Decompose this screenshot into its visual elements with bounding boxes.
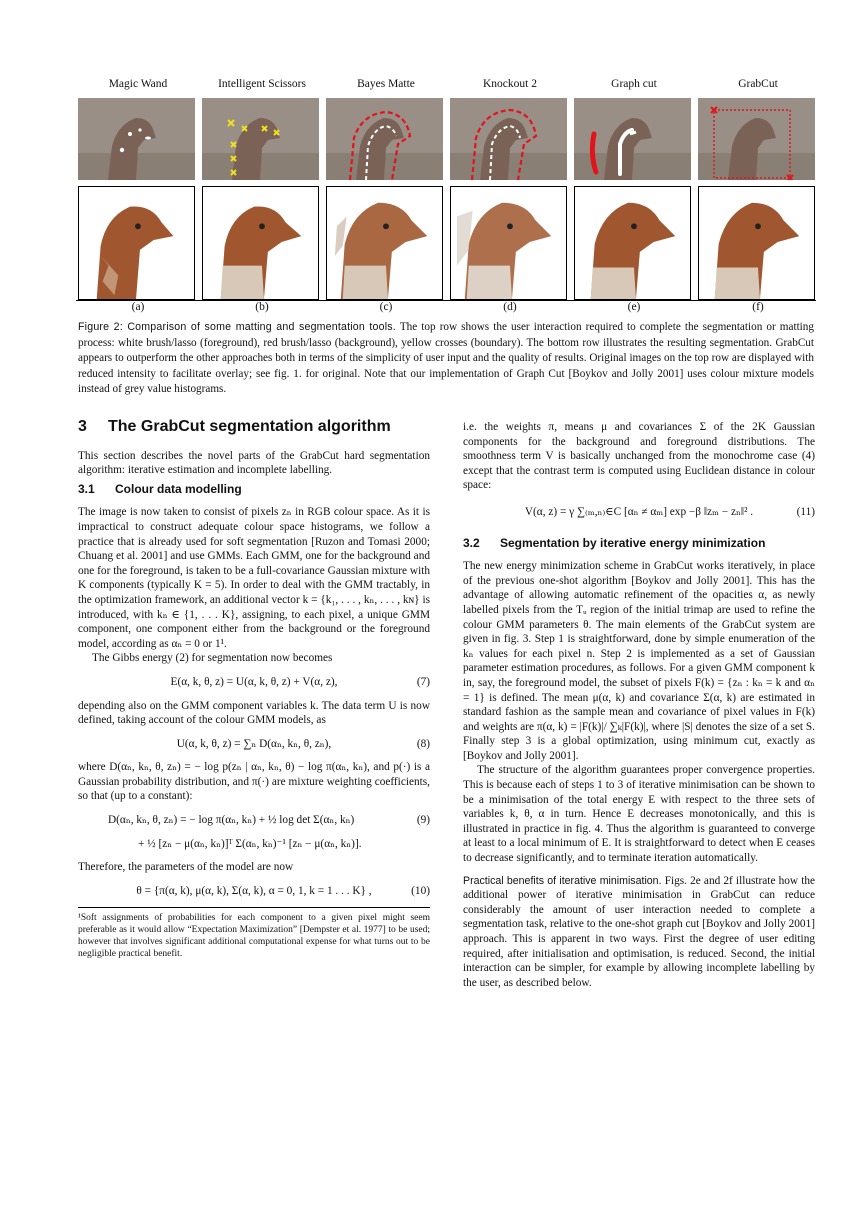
figure-tool-labels (76, 78, 816, 94)
result-image-bayes-matte (326, 186, 443, 300)
equation-number: (9) (416, 814, 430, 827)
paragraph-lead: Practical benefits of iterative minimisation. (463, 874, 662, 887)
equation-8 (78, 737, 430, 752)
paragraph: The new energy minimization scheme in GrabCut works iteratively, in place of the previous one-shot algorithm [Boykov and Jolly 2001]. This has the advantage of allowing automatic refinement of the opacities α, as newly labelled pixels from the Tᵤ region of the initial trimap are used to refine the colour GMM parameters θ. The main elements of the GrabCut system are given in fig. 3. Step 1 is straightforward, done by simple enumeration of the kₙ values for each pixel n. Step 2 is implemented as a set of Gaussian parameter estimation procedures, as follows. For a given GMM component k in, say, the foreground model, the subset of pixels F(k) = {zₙ : kₙ = k and αₙ = 1} is defined. The mean μ(α, k) and covariance Σ(α, k) are estimated in standard fashion as the sample mean and covariance of pixel values in F(k) and weights are π(α, k) = |F(k)|/ ∑ₖ|F(k)|, where |S| denotes the size of a set S. Finally step 3 is a global optimization, using minimum cut, exactly as [Boykov and Jolly 2001]. (463, 560, 815, 762)
subsection-number: 3.2 (463, 535, 480, 550)
subsection-heading-segmentation (463, 536, 815, 551)
equation-body: E(α, k, θ, z) = U(α, k, θ, z) + V(α, z), (170, 675, 338, 688)
section-number: 3 (78, 418, 87, 435)
footnote: ¹Soft assignments of probabilities for each component to a given pixel might seem preferable as it would allow “Expectation Maximization” [Dempster et al. 1977] to be used; however that involves significant additional computational expense for what turns out to be negligible practical benefit. (78, 907, 430, 960)
paragraph: The image is now taken to consist of pixels zₙ in RGB colour space. As it is impractical to construct adequate colour space histograms, we follow a practice that is already used for soft segmentation [Ruzon and Tomasi 2000; Chuang et al. 2001] and use GMMs. Each GMM, one for the background and one for the foreground, is taken to be a full-covariance Gaussian mixture with K components (typically K = 5). In order to deal with the GMM tractably, in the optimization framework, an additional vector k = {k₁, . . . , kₙ, . . . , kɴ} is introduced, with kₙ ∈ {1, . . . K}, assigning, to each pixel, a unique GMM component, one component either from the background or the foreground model, according as αₙ = 0 or 1¹. (78, 506, 430, 650)
input-image-magic-wand (78, 98, 195, 180)
equation-body: + ½ [zₙ − μ(αₙ, kₙ)]ᵀ Σ(αₙ, kₙ)⁻¹ [zₙ − μ(αₙ, kₙ)]. (138, 837, 362, 850)
sublabel-b: (b) (255, 301, 269, 313)
result-image-grabcut (698, 186, 815, 300)
equation-7 (78, 675, 430, 690)
sublabel-f: (f) (752, 301, 764, 313)
tool-label-grabcut: GrabCut (738, 78, 778, 90)
paragraph: where D(αₙ, kₙ, θ, zₙ) = − log p(zₙ | αₙ, kₙ, θ) − log π(αₙ, kₙ), and p(·) is a Gaussian probability distribution, and π(·) are mixture weighting coefficients, so that (up to a constant): (78, 761, 430, 803)
paragraph: depending also on the GMM component variables k. The data term U is now defined, taking account of the colour GMM models, as (78, 699, 430, 727)
tool-label-bayes-matte: Bayes Matte (357, 78, 415, 90)
subsection-title: Segmentation by iterative energy minimization (500, 535, 766, 550)
input-image-bayes-matte (326, 98, 443, 180)
subsection-heading-colour (78, 482, 430, 497)
caption-text: The top row shows the user interaction required to complete the segmentation or matting process: white brush/lasso (foreground), red brush/lasso (background), yellow crosses (boundary). The bottom row illustrates the resulting segmentation. GrabCut appears to outperform the other approaches both in terms of the simplicity of user input and the quality of results. Original images on the top row are displayed with reduced intensity to facilitate overlay; see fig. 1. for original. Note that our implementation of Graph Cut [Boykov and Jolly 2001] uses colour mixture models instead of grey value histograms. (78, 321, 814, 395)
equation-number: (10) (411, 884, 430, 897)
subsection-number: 3.1 (78, 481, 95, 496)
result-image-magic-wand (78, 186, 195, 300)
sublabel-d: (d) (503, 301, 517, 313)
equation-body: V(α, z) = γ ∑₍ₘ,ₙ₎∈C [αₙ ≠ αₘ] exp −β ‖zₘ − zₙ‖² . (524, 505, 754, 518)
figure-sublabels (76, 300, 816, 314)
tool-label-graph-cut: Graph cut (611, 78, 657, 90)
paragraph: The Gibbs energy (2) for segmentation now becomes (92, 652, 333, 665)
figure-caption (78, 320, 814, 398)
equation-9-continued (78, 837, 430, 852)
equation-11 (463, 505, 815, 520)
equation-body: U(α, k, θ, z) = ∑ₙ D(αₙ, kₙ, θ, zₙ), (176, 737, 332, 750)
left-column (78, 420, 430, 960)
subsection-title: Colour data modelling (115, 481, 242, 496)
result-image-intelligent-scissors (202, 186, 319, 300)
sublabel-e: (e) (627, 301, 641, 313)
paragraph-practical-benefits (463, 874, 815, 991)
input-image-intelligent-scissors (202, 98, 319, 180)
result-image-knockout (450, 186, 567, 300)
input-image-graph-cut (574, 98, 691, 180)
right-column (463, 420, 815, 990)
section-intro: This section describes the novel parts of the GrabCut hard segmentation algorithm: iterative estimation and incomplete labelling. (78, 449, 430, 477)
equation-number: (8) (416, 737, 430, 750)
input-image-grabcut (698, 98, 815, 180)
tool-label-knockout: Knockout 2 (483, 78, 537, 90)
equation-number: (7) (416, 675, 430, 688)
result-image-graph-cut (574, 186, 691, 300)
tool-label-intelligent-scissors: Intelligent Scissors (218, 78, 306, 90)
section-title: The GrabCut segmentation algorithm (108, 418, 391, 435)
paragraph: The structure of the algorithm guarantees proper convergence properties. This is because each of steps 1 to 3 of iterative minimisation can be shown to be a minimisation of the total energy E with respect to the three sets of variables k, θ, α in turn. Hence E decreases monotonically, and this is illustrated in practice in fig. 4. Thus the algorithm is guaranteed to converge at least to a local minimum of E. It is straightforward to detect when E ceases to decrease significantly, and to terminate iteration automatically. (463, 764, 815, 865)
paragraph-body: Figs. 2e and 2f illustrate how the additional power of iterative minimisation in GrabCut can reduce considerably the amount of user interaction needed to complete a segmentation task, relative to the one-shot graph cut [Boykov and Jolly 2001] approach. This is apparent in two ways. First the degree of user editing required, after initialisation and optimisation, is reduced. Second, the initial interaction can be simpler, for example by allowing incomplete labelling by the user, as described below. (463, 874, 816, 989)
sublabel-a: (a) (131, 301, 145, 313)
equation-number: (11) (796, 505, 815, 518)
equation-9 (78, 813, 430, 828)
equation-10 (78, 884, 430, 899)
section-heading (78, 420, 430, 435)
equation-body: D(αₙ, kₙ, θ, zₙ) = − log π(αₙ, kₙ) + ½ log det Σ(αₙ, kₙ) (108, 814, 355, 827)
caption-label: Figure 2: Comparison of some matting and segmentation tools. (78, 321, 396, 333)
sublabel-c: (c) (379, 301, 393, 313)
input-image-knockout (450, 98, 567, 180)
tool-label-magic-wand: Magic Wand (108, 78, 168, 90)
paragraph: Therefore, the parameters of the model are now (78, 861, 294, 874)
paragraph: i.e. the weights π, means μ and covariances Σ of the 2K Gaussian components for the background and foreground distributions. The smoothness term V is basically unchanged from the monochrome case (4) except that the contrast term is computed using Euclidean distance in colour space: (463, 421, 815, 492)
equation-body: θ = {π(α, k), μ(α, k), Σ(α, k), α = 0, 1, k = 1 . . . K} , (136, 884, 372, 897)
